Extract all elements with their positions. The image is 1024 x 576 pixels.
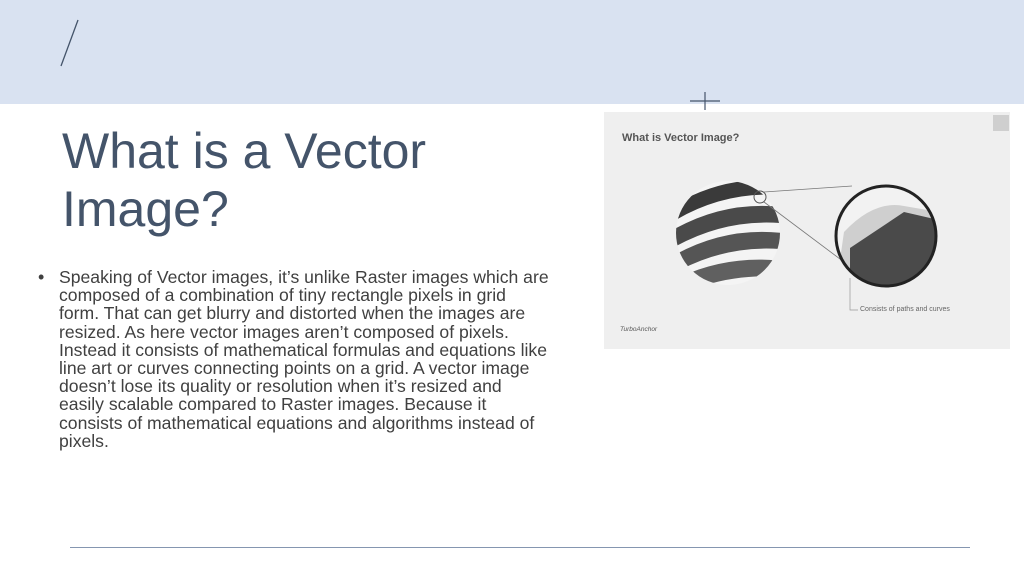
slash-decoration-icon (58, 18, 80, 68)
striped-sphere (664, 160, 794, 302)
figure-caption: Consists of paths and curves (860, 306, 950, 313)
slide-title: What is a Vector Image? (62, 123, 427, 237)
bullet-text: Speaking of Vector images, it’s unlike Raster images which are composed of a combination of tiny rectangle pixels in grid form. That can get blurry and distorted when the images are resized. As here vector images aren’t composed of pixels. Instead it consists of mathematical formulas and equations like line art or curves connecting points on a grid. A vector image doesn’t lose its quality or resolution when it’s resized and easily scalable compared to Raster images. Because it consists of mathematical equations and algorithms instead of pixels. (59, 267, 549, 451)
figure-title: What is Vector Image? (622, 132, 740, 144)
plus-decoration-icon (690, 92, 720, 110)
figure-scrollbar[interactable] (993, 115, 1009, 131)
footer-divider (70, 547, 970, 548)
figure-logo: TurboAnchor (620, 326, 658, 333)
bullet-marker-icon: • (38, 267, 45, 287)
header-band (0, 0, 1024, 104)
vector-illustration (604, 112, 1010, 349)
vector-image-figure (604, 112, 1010, 349)
